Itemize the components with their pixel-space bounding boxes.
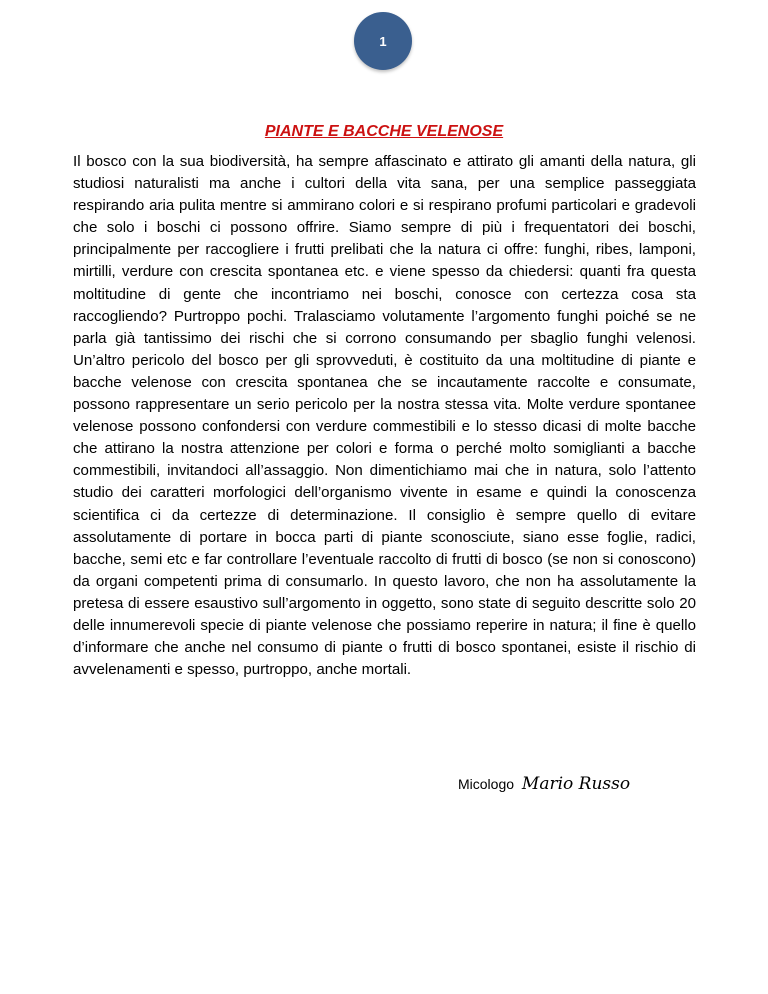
signature-label: Micologo <box>458 776 515 792</box>
signature-name: Mario Russo <box>521 774 631 794</box>
signature <box>458 774 630 794</box>
body-paragraph: Il bosco con la sua biodiversità, ha sempre affascinato e attirato gli amanti della natura, gli studiosi naturalisti ma anche i cultori della vita sana, per una semplice passeggiata respirando aria pulita mentre si ammirano colori e si respirano profumi particolari e gradevoli che solo i boschi ci possono offrire. Siamo sempre di più i frequentatori dei boschi, principalmente per raccogliere i frutti prelibati che la natura ci offre: funghi, ribes, lamponi, mirtilli, verdure con crescita spontanea etc. e viene spesso da chiedersi: quanti fra questa moltitudine di gente che incontriamo nei boschi, conosce con certezza cosa sta raccogliendo? Purtroppo pochi. Tralasciamo volutamente l’argomento funghi poiché se ne parla già tantissimo dei rischi che si corrono consumando per sbaglio funghi velenosi. Un’altro pericolo del bosco per gli sprovveduti, è costituito da una moltitudine di piante e bacche velenose con crescita spontanea che se incautamente raccolte e consumate, possono rappresentare un serio pericolo per la nostra stessa vita. Molte verdure spontanee velenose possono confondersi con verdure commestibili e lo stesso dicasi di molte bacche che attirano la nostra attenzione per colori e forma o perché molto somiglianti a bacche commestibili, invitandoci all’assaggio. Non dimentichiamo mai che in natura, solo l’attento studio dei caratteri morfologici dell’organismo vivente in esame e quindi la conoscenza scientifica ci da certezze di determinazione. Il consiglio è sempre quello di evitare assolutamente di portare in bocca parti di piante sconosciute, siano esse foglie, radici, bacche, semi etc e far controllare l’eventuale raccolto di frutti di bosco (se non si conoscono) da organi competenti prima di consumarlo. In questo lavoro, che non ha assolutamente la pretesa di essere esaustivo sull’argomento in oggetto, sono state di seguito descritte solo 20 delle innumerevoli specie di piante velenose che possiamo reperire in natura; il fine è quello d’informare che anche nel consumo di piante o frutti di bosco spontanei, esiste il rischio di avvelenamenti e spesso, purtroppo, anche mortali. <box>73 153 696 679</box>
page-number-badge <box>354 12 412 70</box>
page-number: 1 <box>379 33 387 49</box>
document-title: PIANTE E BACCHE VELENOSE <box>264 123 504 140</box>
